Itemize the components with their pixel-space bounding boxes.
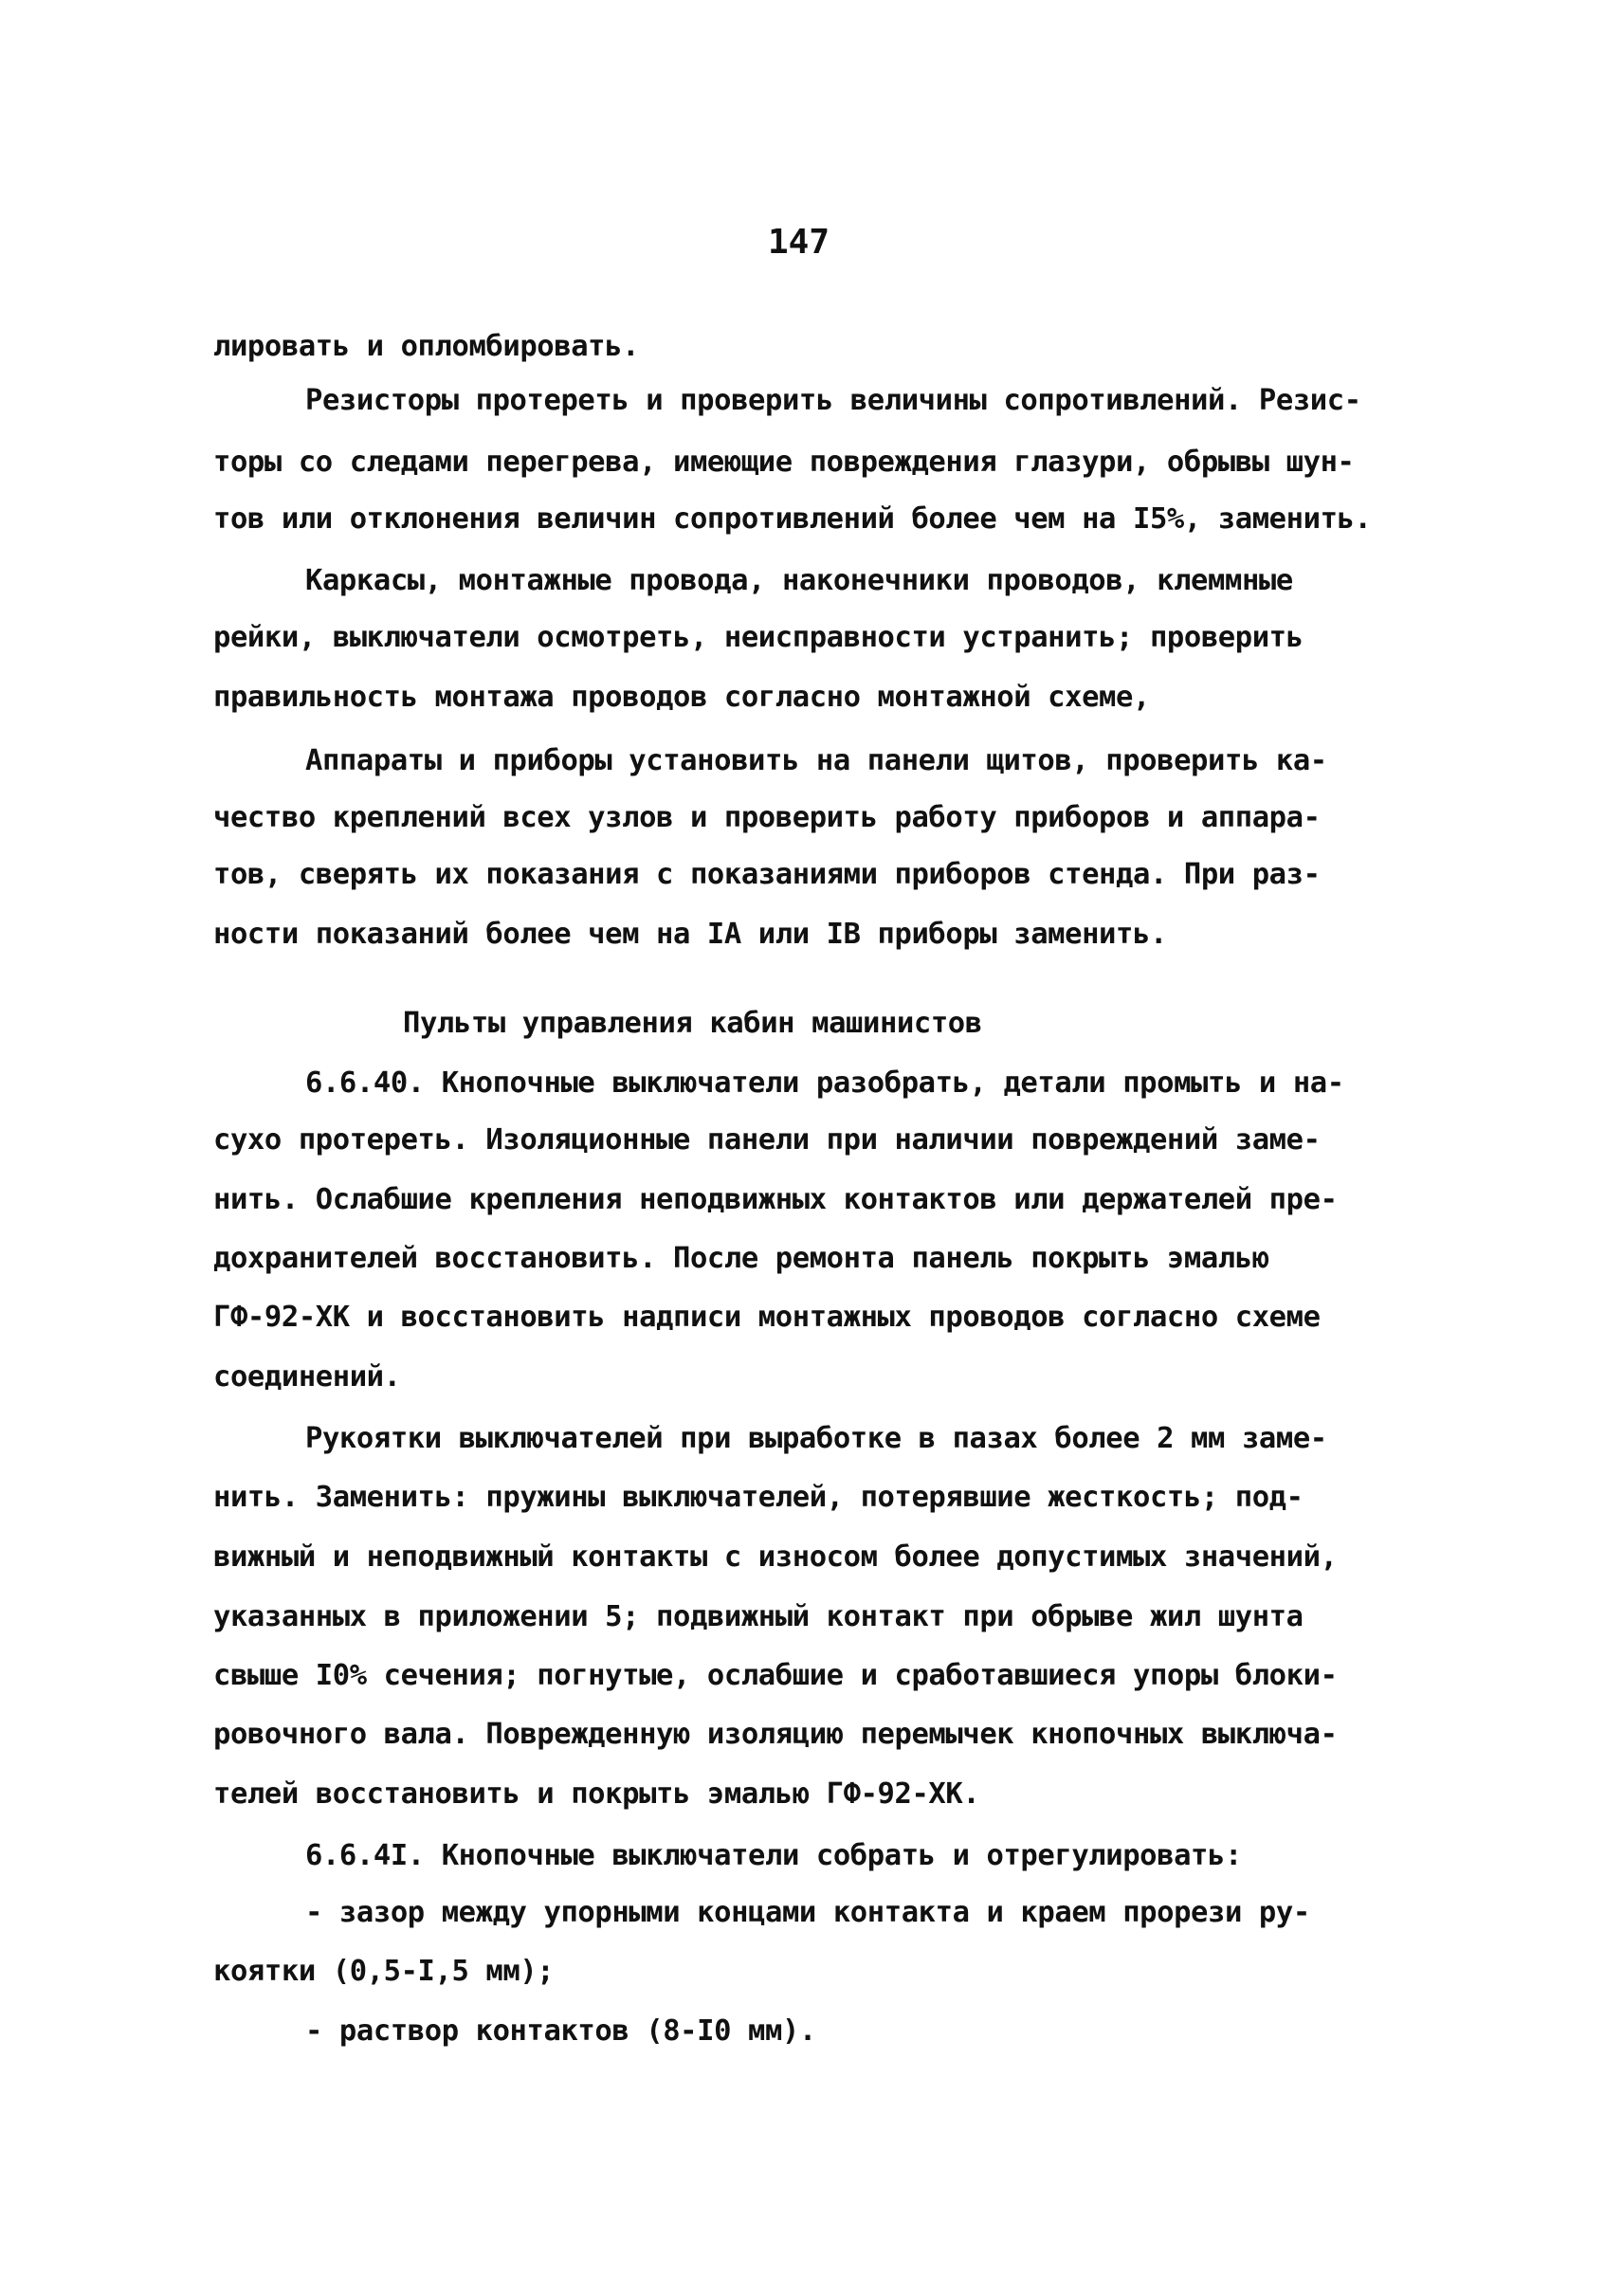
text-line: коятки (0,5-I,5 мм); xyxy=(213,1955,555,1988)
text-line: ности показаний более чем на IA или IB приборы заменить. xyxy=(213,918,1167,951)
text-line: указанных в приложении 5; подвижный контакт при обрыве жил шунта xyxy=(213,1600,1304,1633)
page-number: 147 xyxy=(768,223,830,262)
text-line: чество креплений всех узлов и проверить работу приборов и аппара- xyxy=(213,801,1321,834)
list-item: - раствор контактов (8-I0 мм). xyxy=(305,2014,816,2048)
text-line: сухо протереть. Изоляционные панели при наличии повреждений заме- xyxy=(213,1123,1321,1157)
text-line: нить. Ослабшие крепления неподвижных контактов или держателей пре- xyxy=(213,1183,1338,1216)
text-line: ровочного вала. Поврежденную изоляцию перемычек кнопочных выключа- xyxy=(213,1718,1338,1751)
text-line: 6.6.4I. Кнопочные выключатели собрать и отрегулировать: xyxy=(305,1839,1242,1872)
text-line: правильность монтажа проводов согласно монтажной схеме, xyxy=(213,681,1150,714)
section-heading: Пульты управления кабин машинистов xyxy=(403,1007,982,1040)
text-line: телей восстановить и покрыть эмалью ГФ-92-ХК. xyxy=(213,1777,980,1811)
list-item: - зазор между упорными концами контакта и краем прорези ру- xyxy=(305,1896,1310,1929)
text-line: дохранителей восстановить. После ремонта панель покрыть эмалью xyxy=(213,1242,1269,1275)
text-line: лировать и опломбировать. xyxy=(213,330,640,363)
text-line: Аппараты и приборы установить на панели щитов, проверить ка- xyxy=(305,744,1327,777)
text-line: тов или отклонения величин сопротивлений более чем на I5%, заменить. xyxy=(213,502,1372,536)
text-line: Резисторы протереть и проверить величины сопротивлений. Резис- xyxy=(305,384,1361,417)
text-line: вижный и неподвижный контакты с износом более допустимых значений, xyxy=(213,1540,1338,1574)
text-line: рейки, выключатели осмотреть, неисправности устранить; проверить xyxy=(213,621,1304,654)
text-line: Каркасы, монтажные провода, наконечники проводов, клеммные xyxy=(305,564,1293,597)
text-line: Рукоятки выключателей при выработке в пазах более 2 мм заме- xyxy=(305,1422,1327,1455)
text-line: свыше I0% сечения; погнутые, ослабшие и сработавшиеся упоры блоки- xyxy=(213,1659,1338,1692)
text-line: ГФ-92-ХК и восстановить надписи монтажных проводов согласно схеме xyxy=(213,1301,1321,1334)
text-line: тов, сверять их показания с показаниями приборов стенда. При раз- xyxy=(213,858,1321,891)
text-line: нить. Заменить: пружины выключателей, потерявшие жесткость; под- xyxy=(213,1481,1304,1514)
text-line: 6.6.40. Кнопочные выключатели разобрать, детали промыть и на- xyxy=(305,1066,1344,1100)
text-line: соединений. xyxy=(213,1360,401,1394)
text-line: торы со следами перегрева, имеющие повреждения глазури, обрывы шун- xyxy=(213,446,1355,479)
